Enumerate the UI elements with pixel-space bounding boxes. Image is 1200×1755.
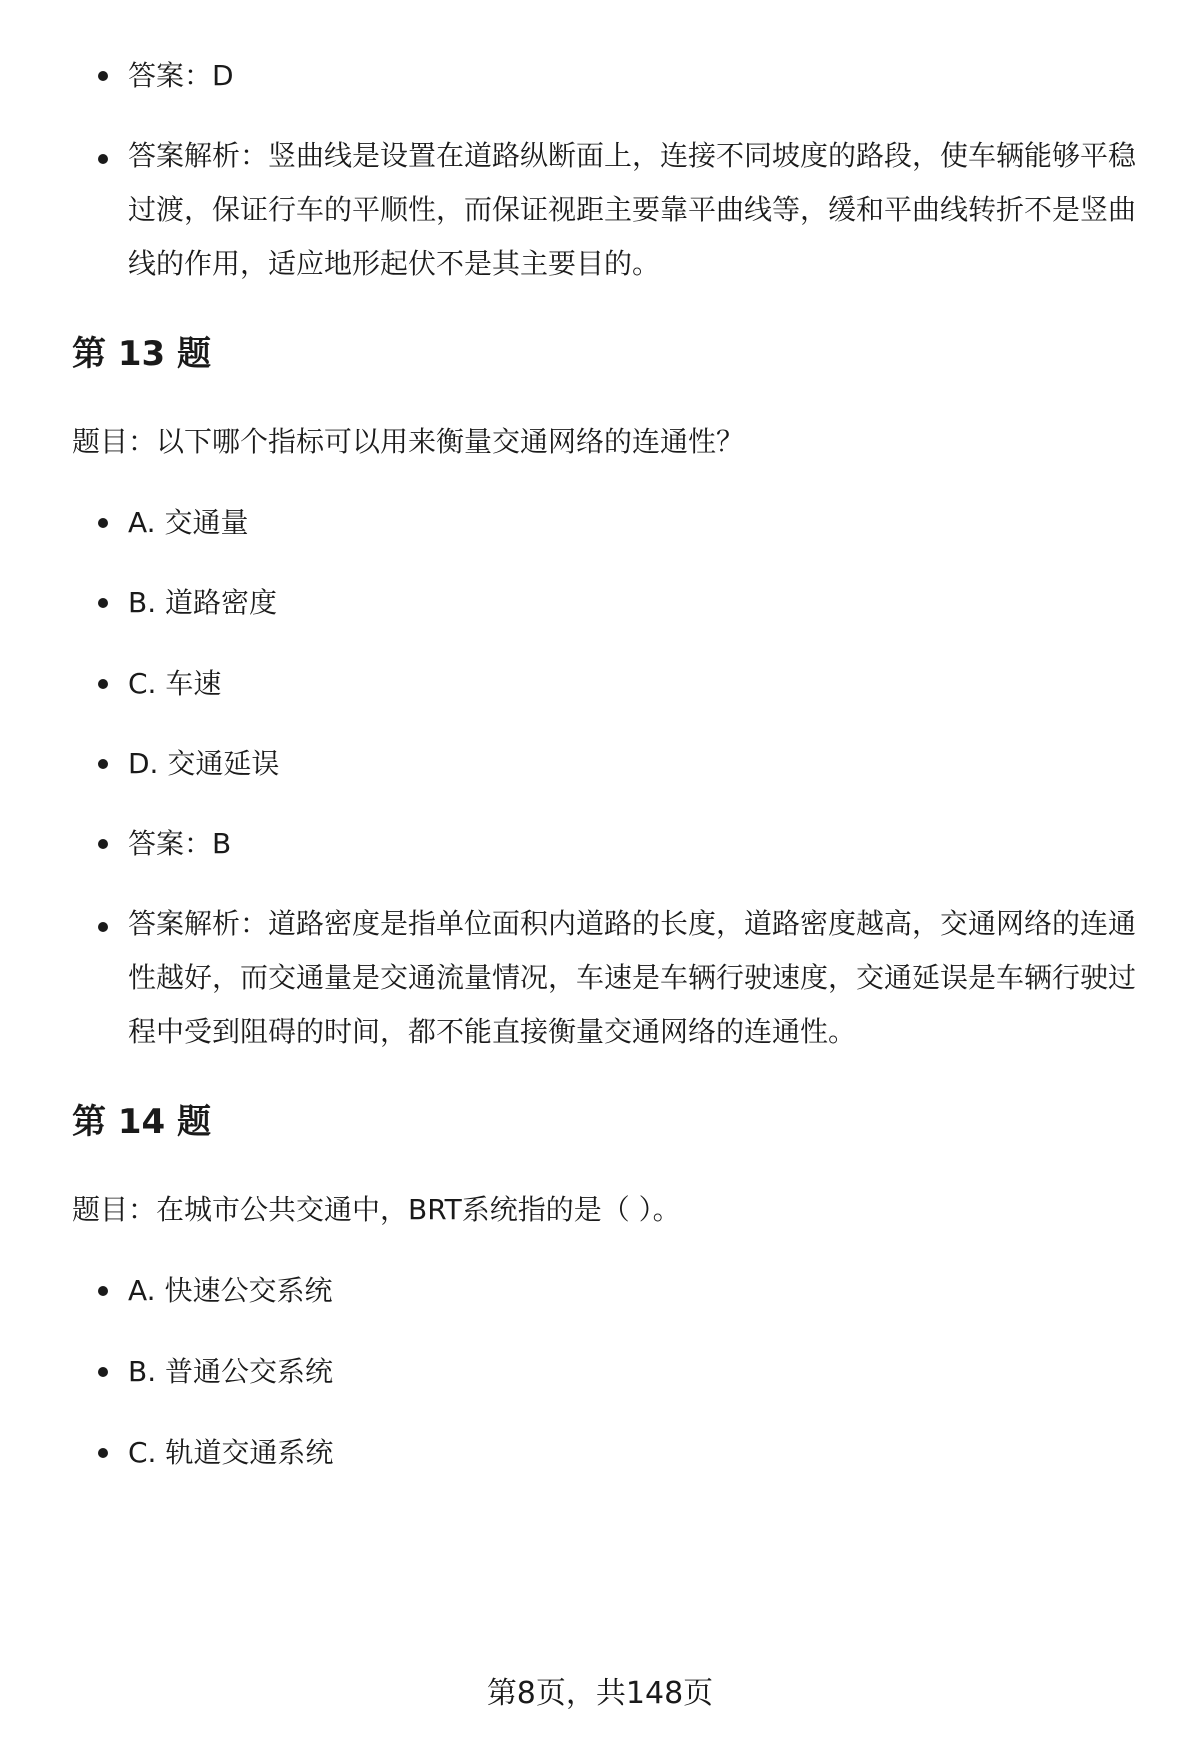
answer-explanation-item: 答案解析：竖曲线是设置在道路纵断面上，连接不同坡度的路段，使车辆能够平稳过渡，保证行车的平顺性，而保证视距主要靠平曲线等，缓和平曲线转折不是竖曲线的作用，适应地形起伏不是其主要目的。	[128, 129, 1148, 291]
page-number-footer: 第8页，共148页	[486, 1676, 714, 1711]
answer-item: 答案：D	[128, 46, 1148, 106]
option-a: A. 交通量	[128, 493, 1148, 553]
question-13-heading: 第 13 题	[72, 334, 211, 374]
question-13-text: 题目：以下哪个指标可以用来衡量交通网络的连通性？	[72, 425, 745, 458]
question-14-text: 题目：在城市公共交通中，BRT系统指的是（ ）。	[72, 1193, 681, 1226]
option-c: C. 轨道交通系统	[128, 1423, 1148, 1483]
answer-item: 答案：B	[128, 814, 1148, 874]
option-d: D. 交通延误	[128, 734, 1148, 794]
option-b: B. 普通公交系统	[128, 1342, 1148, 1402]
option-b: B. 道路密度	[128, 573, 1148, 633]
question-14-heading: 第 14 题	[72, 1102, 211, 1142]
answer-explanation-item: 答案解析：道路密度是指单位面积内道路的长度，道路密度越高，交通网络的连通性越好，而交通量是交通流量情况，车速是车辆行驶速度，交通延误是车辆行驶过程中受到阻碍的时间，都不能直接衡量交通网络的连通性。	[128, 897, 1148, 1059]
option-a: A. 快速公交系统	[128, 1261, 1148, 1321]
option-c: C. 车速	[128, 654, 1148, 714]
